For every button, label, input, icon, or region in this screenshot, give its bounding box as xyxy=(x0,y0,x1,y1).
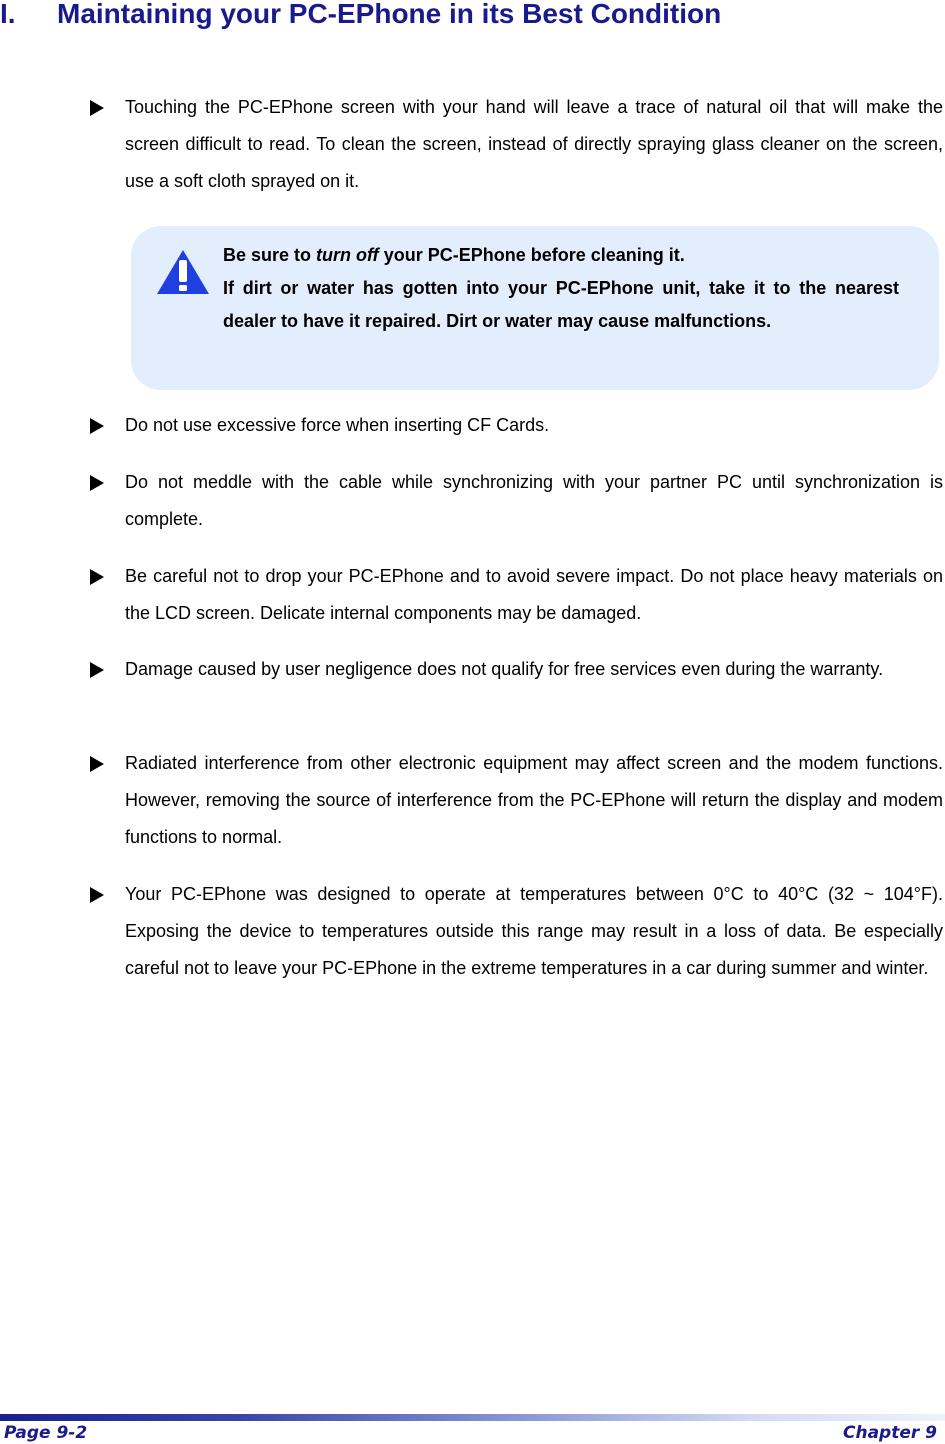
caution-prefix: Be sure to xyxy=(223,245,317,265)
bullet-arrow-icon xyxy=(90,876,106,913)
list-item-text: Radiated interference from other electronic equipment may affect screen and the modem functions. However, removing the source of interference from the PC-EPhone will return the display and modem functions to normal. xyxy=(125,753,943,847)
bullet-arrow-icon xyxy=(90,745,106,782)
bullet-arrow-icon xyxy=(90,558,106,595)
warning-icon xyxy=(155,248,211,296)
section-heading xyxy=(0,0,945,34)
section-title: Maintaining your PC-EPhone in its Best Condition xyxy=(57,0,722,29)
section-number: I. xyxy=(0,0,16,29)
bullet-arrow-icon xyxy=(90,407,106,444)
list-item-text: Do not meddle with the cable while synchronizing with your partner PC until synchronization is complete. xyxy=(125,472,943,529)
caution-line-1 xyxy=(223,239,899,272)
bullet-arrow-icon xyxy=(90,651,106,688)
chapter-label: Chapter 9 xyxy=(842,1423,937,1443)
bullet-arrow-icon xyxy=(90,89,106,126)
list-item-text: Your PC-EPhone was designed to operate at temperatures between 0°C to 40°C (32 ~ 104°F). Exposing the device to temperatures outside this range may result in a loss of data. Be especially careful not to leave your PC-EPhone in the extreme temperatures in a car during summer and winter. xyxy=(125,884,943,978)
list-item-text: Touching the PC-EPhone screen with your hand will leave a trace of natural oil that will make the screen difficult to read. To clean the screen, instead of directly spraying glass cleaner on the screen, use a soft cloth sprayed on it. xyxy=(125,97,943,191)
caution-suffix: your PC-EPhone before cleaning it. xyxy=(378,245,685,265)
caution-text xyxy=(223,239,899,338)
list-item-text: Do not use excessive force when inserting CF Cards. xyxy=(125,415,550,435)
footer-rule xyxy=(0,1414,945,1421)
caution-line-2: If dirt or water has gotten into your PC-EPhone unit, take it to the nearest dealer to have it repaired. Dirt or water may cause malfunctions. xyxy=(223,278,899,331)
list-item-text: Be careful not to drop your PC-EPhone and to avoid severe impact. Do not place heavy materials on the LCD screen. Delicate internal components may be damaged. xyxy=(125,566,943,623)
page-number: Page 9-2 xyxy=(4,1423,88,1443)
caution-notice xyxy=(131,226,939,390)
bullet-arrow-icon xyxy=(90,464,106,501)
caution-emphasis: turn off xyxy=(316,245,379,265)
list-item-text: Damage caused by user negligence does not qualify for free services even during the warranty. xyxy=(125,659,884,679)
